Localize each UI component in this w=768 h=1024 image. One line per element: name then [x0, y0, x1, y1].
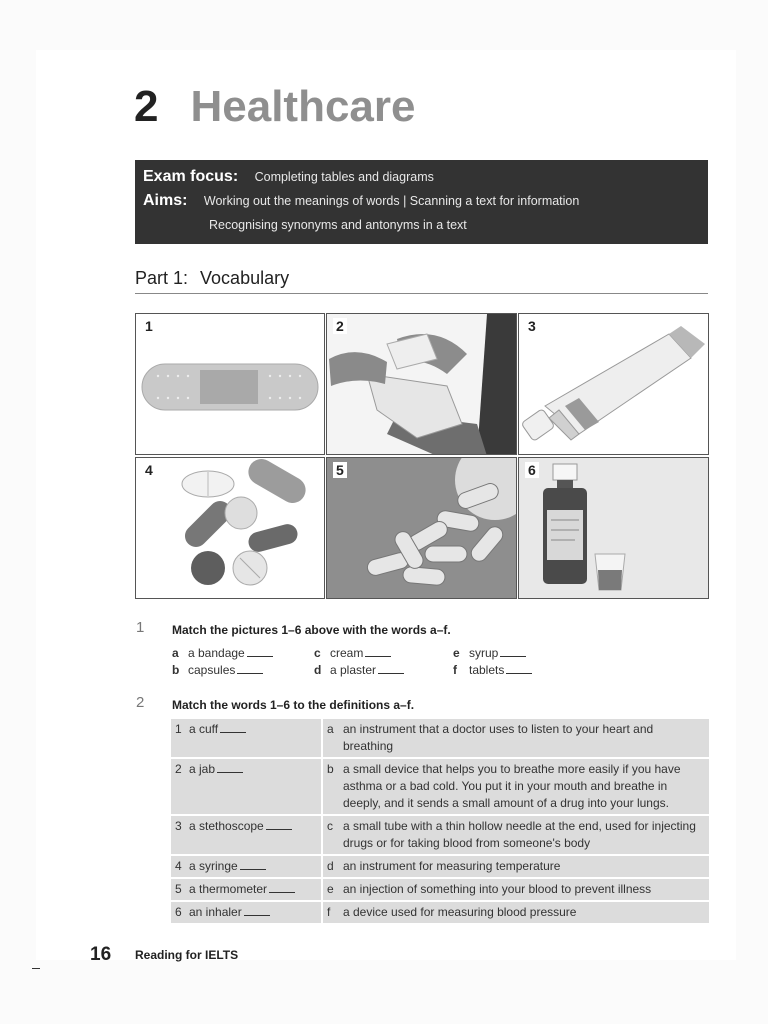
exercise-1-instruction: Match the pictures 1–6 above with the words a–f. [172, 623, 451, 637]
exercise-1-number: 1 [136, 619, 145, 636]
word-cell [171, 878, 322, 901]
book-title: Reading for IELTS [135, 948, 239, 962]
option-e [453, 646, 526, 660]
divider [135, 293, 708, 294]
option-letter: f [453, 663, 457, 677]
answer-blank[interactable] [500, 656, 526, 657]
option-d [314, 663, 404, 677]
chapter-heading [134, 82, 416, 132]
definition-letter: c [322, 815, 339, 855]
aims-label: Aims: [143, 192, 188, 209]
option-word: a plaster [330, 663, 377, 677]
table-row [171, 878, 709, 901]
row-number: 5 [175, 882, 182, 896]
picture-number: 2 [333, 318, 347, 334]
answer-blank[interactable] [247, 656, 273, 657]
row-number: 2 [175, 762, 182, 776]
answer-blank[interactable] [266, 829, 292, 830]
exam-focus-label: Exam focus: [143, 168, 239, 185]
word-cell [171, 719, 322, 758]
cream-tube-icon [519, 314, 709, 455]
definition-text: an instrument for measuring temperature [339, 855, 709, 878]
part-heading [135, 268, 289, 289]
chapter-number: 2 [134, 82, 159, 131]
plaster-icon [136, 314, 325, 455]
row-word: a jab [189, 762, 216, 776]
syrup-bottle-icon [519, 458, 709, 599]
capsules-icon [327, 458, 517, 599]
picture-number: 4 [142, 462, 156, 478]
word-cell [171, 901, 322, 924]
aims-row [143, 192, 579, 210]
table-row [171, 855, 709, 878]
definition-letter: a [322, 719, 339, 758]
option-letter: e [453, 646, 460, 660]
exam-focus-row [143, 168, 434, 186]
definition-letter: e [322, 878, 339, 901]
page-number: 16 [90, 944, 112, 965]
picture-6 [518, 457, 709, 599]
table-row [171, 719, 709, 758]
answer-blank[interactable] [237, 673, 263, 674]
picture-3 [518, 313, 709, 455]
row-word: a syringe [189, 859, 238, 873]
picture-2 [326, 313, 517, 455]
row-number: 3 [175, 819, 182, 833]
definition-letter: b [322, 758, 339, 815]
definition-text: an injection of something into your blood to prevent illness [339, 878, 709, 901]
tablets-icon [136, 458, 325, 599]
answer-blank[interactable] [506, 673, 532, 674]
exam-focus-text: Completing tables and diagrams [254, 170, 434, 184]
row-word: a cuff [189, 722, 219, 736]
answer-blank[interactable] [217, 772, 243, 773]
answer-blank[interactable] [220, 732, 246, 733]
aims-line-2: Recognising synonyms and antonyms in a text [209, 218, 467, 232]
row-number: 4 [175, 859, 182, 873]
option-word: syrup [469, 646, 499, 660]
row-word: a stethoscope [189, 819, 264, 833]
picture-number: 3 [525, 318, 539, 334]
word-cell [171, 758, 322, 815]
answer-blank[interactable] [365, 656, 391, 657]
answer-blank[interactable] [240, 869, 266, 870]
option-c [314, 646, 391, 660]
definition-letter: f [322, 901, 339, 924]
option-letter: a [172, 646, 179, 660]
exercise-2-number: 2 [136, 694, 145, 711]
table-row [171, 815, 709, 855]
word-cell [171, 815, 322, 855]
definition-text: a small device that helps you to breathe more easily if you have asthma or a bad cold. You put it in your mouth and breathe in deeply, and it sends a small amount of a drug into your lungs. [339, 758, 709, 815]
option-b [172, 663, 263, 677]
option-word: a bandage [188, 646, 245, 660]
picture-number: 6 [525, 462, 539, 478]
table-row [171, 901, 709, 924]
answer-blank[interactable] [244, 915, 270, 916]
part-label: Part 1: [135, 268, 189, 288]
aims-row-2 [209, 216, 467, 234]
answer-blank[interactable] [378, 673, 404, 674]
definition-text: an instrument that a doctor uses to listen to your heart and breathing [339, 719, 709, 758]
part-title: Vocabulary [200, 268, 290, 288]
margin-mark [32, 968, 40, 969]
table-row [171, 758, 709, 815]
row-number: 6 [175, 905, 182, 919]
bandage-icon [327, 314, 517, 455]
picture-number: 5 [333, 462, 347, 478]
row-number: 1 [175, 722, 182, 736]
answer-blank[interactable] [269, 892, 295, 893]
definitions-table [171, 719, 709, 925]
definition-text: a small tube with a thin hollow needle at the end, used for injecting drugs or for taking blood from someone's body [339, 815, 709, 855]
word-cell [171, 855, 322, 878]
option-f [453, 663, 532, 677]
picture-4 [135, 457, 325, 599]
exercise-2-instruction: Match the words 1–6 to the definitions a–f. [172, 698, 415, 712]
aims-banner [135, 160, 708, 244]
picture-5 [326, 457, 517, 599]
aims-line-1: Working out the meanings of words | Scanning a text for information [203, 194, 580, 208]
option-word: tablets [469, 663, 505, 677]
option-word: cream [330, 646, 364, 660]
option-a [172, 646, 273, 660]
picture-1 [135, 313, 325, 455]
row-word: a thermometer [189, 882, 268, 896]
picture-grid [135, 313, 709, 599]
option-letter: d [314, 663, 322, 677]
row-word: an inhaler [189, 905, 242, 919]
option-letter: b [172, 663, 180, 677]
chapter-title: Healthcare [190, 82, 416, 131]
option-letter: c [314, 646, 321, 660]
definition-letter: d [322, 855, 339, 878]
option-word: capsules [188, 663, 236, 677]
picture-number: 1 [142, 318, 156, 334]
definition-text: a device used for measuring blood pressure [339, 901, 709, 924]
